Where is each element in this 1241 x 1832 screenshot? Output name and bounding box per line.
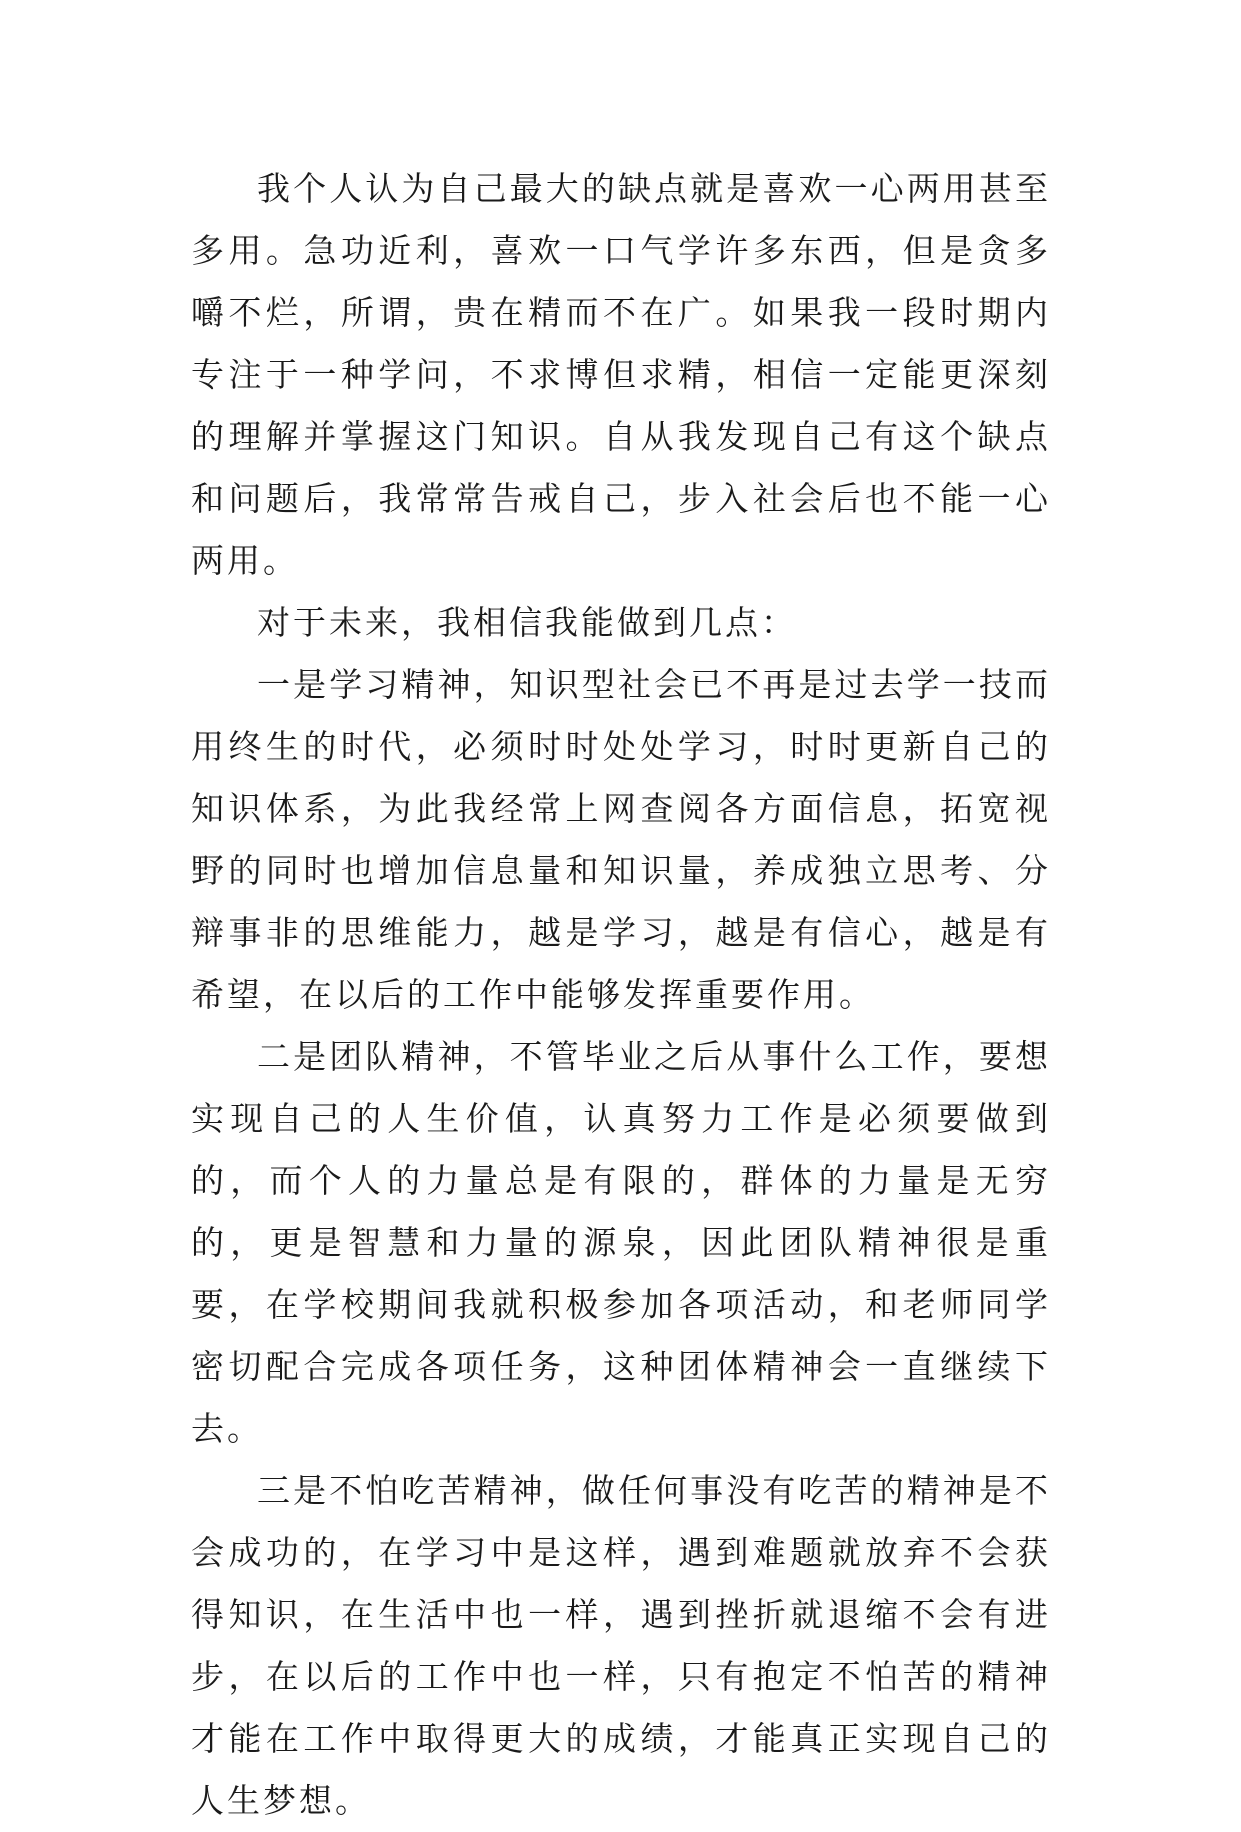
paragraph-hardship-spirit: 三是不怕吃苦精神，做任何事没有吃苦的精神是不会成功的，在学习中是这样，遇到难题就放弃不会获得知识，在生活中也一样，遇到挫折就退缩不会有进步，在以后的工作中也一样，只有抱定不怕苦的精神才能在工作中取得更大的成绩，才能真正实现自己的人生梦想。: [191, 1471, 1051, 1820]
paragraph-team-spirit: 二是团队精神，不管毕业之后从事什么工作，要想实现自己的人生价值，认真努力工作是必须要做到的，而个人的力量总是有限的，群体的力量是无穷的，更是智慧和力量的源泉，因此团队精神很是重要，在学校期间我就积极参加各项活动，和老师同学密切配合完成各项任务，这种团体精神会一直继续下去。: [191, 1037, 1051, 1448]
paragraph-learning-spirit: 一是学习精神，知识型社会已不再是过去学一技而用终生的时代，必须时时处处学习，时时更新自己的知识体系，为此我经常上网查阅各方面信息，拓宽视野的同时也增加信息量和知识量，养成独立思考、分辩事非的思维能力，越是学习，越是有信心，越是有希望，在以后的工作中能够发挥重要作用。: [191, 665, 1051, 1014]
paragraph-shortcoming: 我个人认为自己最大的缺点就是喜欢一心两用甚至多用。急功近利，喜欢一口气学许多东西，但是贪多嚼不烂，所谓，贵在精而不在广。如果我一段时期内专注于一种学问，不求博但求精，相信一定能更深刻的理解并掌握这门知识。自从我发现自己有这个缺点和问题后，我常常告戒自己，步入社会后也不能一心两用。: [191, 169, 1051, 580]
document-body: [191, 158, 1051, 1832]
paragraph-future-intro: 对于未来，我相信我能做到几点：: [257, 603, 797, 642]
